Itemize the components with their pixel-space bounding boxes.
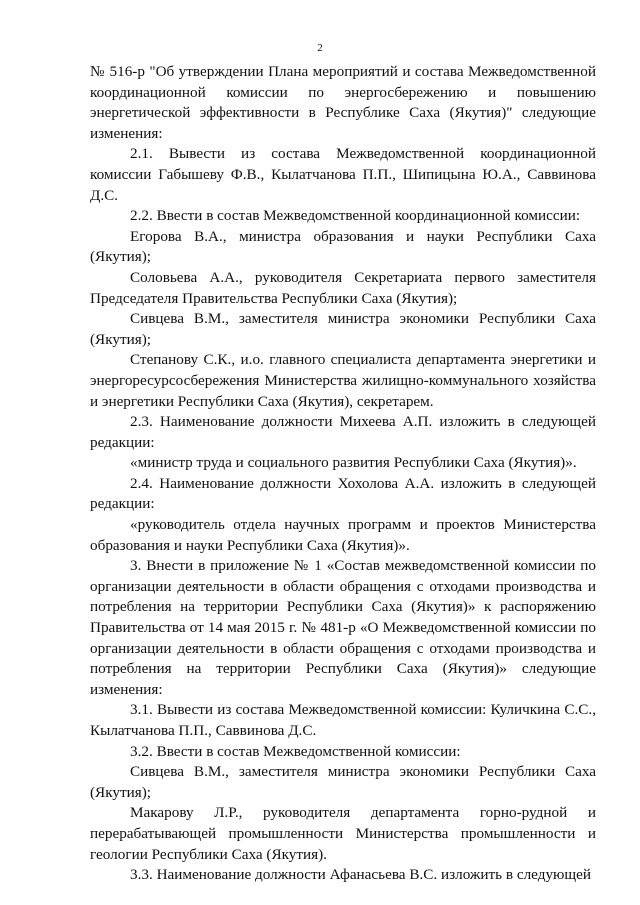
paragraph-2-2-item-2: Соловьева А.А., руководителя Секретариата первого заместителя Председателя Правительства Республики Саха (Якутия); [90,268,596,307]
page-number: 2 [317,42,323,54]
paragraph-intro: № 516-р "Об утверждении Плана мероприятий и состава Межведомственной координационной комиссии по энергосбережению и повышению энергетической эффективности в Республике Саха (Якутия)" следующие изменения: [90,63,596,142]
paragraph-2-4: 2.4. Наименование должности Хохолова А.А. изложить в следующей редакции: [90,474,596,513]
paragraph-2-4-quote: «руководитель отдела научных программ и проектов Министерства образования и науки Республики Саха (Якутия)». [90,516,596,554]
paragraph-2-2-item-1: Егорова В.А., министра образования и науки Республики Саха (Якутия); [90,227,596,266]
paragraph-3-3: 3.3. Наименование должности Афанасьева В.С. изложить в следующей [130,866,591,884]
paragraph-3-2-item-2: Макарову Л.Р., руководителя департамента горно-рудной и перерабатывающей промышленности Министерства промышленности и геологии Республики Саха (Якутия). [90,804,596,863]
paragraph-2-3-quote: «министр труда и социального развития Республики Саха (Якутия)». [130,454,577,472]
paragraph-3-2-item-1: Сивцева В.М., заместителя министра экономики Республики Саха (Якутия); [90,763,596,801]
paragraph-3-2: 3.2. Ввести в состав Межведомственной комиссии: [130,742,461,760]
paragraph-2-2-item-4: Степанову С.К., и.о. главного специалиста департамента энергетики и энергоресурсосбережения Министерства жилищно-коммунального хозяйства и энергетики Республики Саха (Якутия), секретарем. [90,351,596,410]
paragraph-3: 3. Внести в приложение № 1 «Состав межведомственной комиссии по организации деятельности в области обращения с отходами производства и потребления на территории Республики Саха (Якутия)» к распоряжению Правительства от 14 мая 2015 г. № 481-р «О Межведомственной комиссии по организации деятельности в области обращения с отходами производства и потребления на территории Республики Саха (Якутия)» следующие изменения: [90,557,596,698]
paragraph-2-3: 2.3. Наименование должности Михеева А.П. изложить в следующей редакции: [90,413,596,451]
paragraph-2-1: 2.1. Вывести из состава Межведомственной координационной комиссии Габышеву Ф.В., Кылатчанова П.П., Шипицына Ю.А., Саввинова Д.С. [90,145,596,204]
paragraph-3-1: 3.1. Вывести из состава Межведомственной комиссии: Куличкина С.С., Кылатчанова П.П., Саввинова Д.С. [90,701,596,739]
paragraph-2-2: 2.2. Ввести в состав Межведомственной координационной комиссии: [130,207,581,225]
document-body [90,62,596,886]
paragraph-2-2-item-3: Сивцева В.М., заместителя министра экономики Республики Саха (Якутия); [90,310,596,348]
